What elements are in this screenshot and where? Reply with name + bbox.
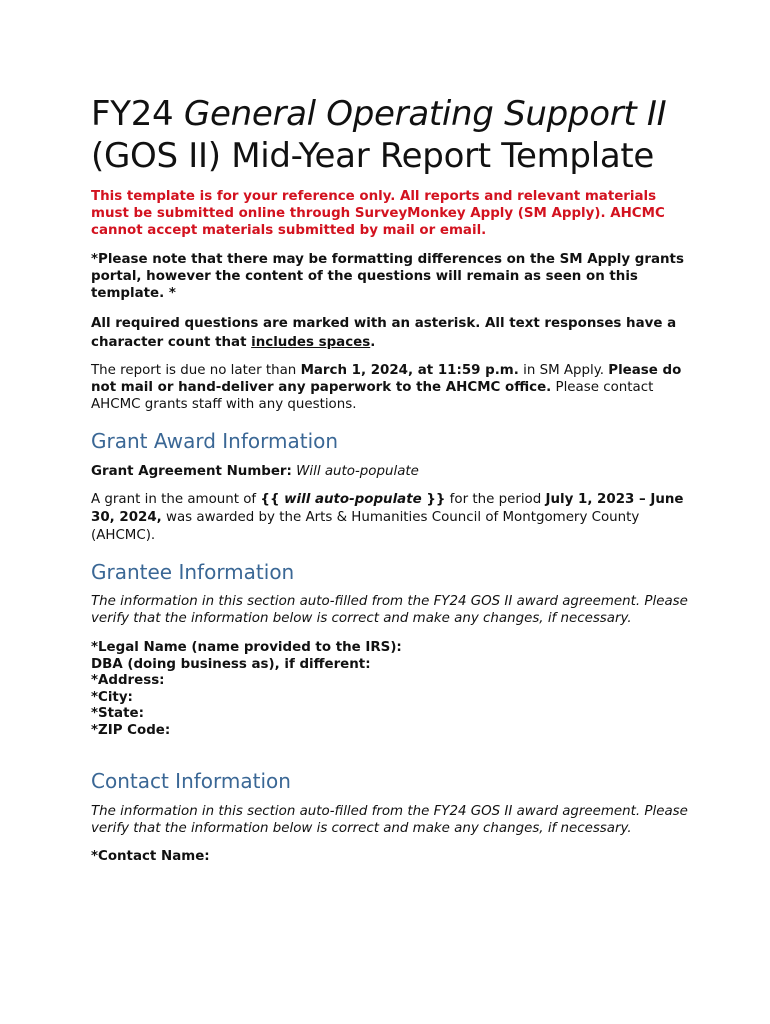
amount-part3: was awarded by the Arts & Humanities Council of Montgomery County (AHCMC).: [91, 510, 640, 543]
field-contact-name: *Contact Name:: [91, 849, 210, 864]
field-state: *State:: [91, 706, 144, 721]
amount-part2: for the period: [445, 492, 546, 507]
due-part2: in SM Apply.: [518, 363, 609, 378]
amount-close: }}: [421, 492, 446, 507]
grantee-intro: The information in this section auto-filled from the FY24 GOS II award agreement. Please verify that the information below is correct and make any changes, if necessary.: [91, 594, 688, 626]
required-note-end: .: [370, 335, 376, 350]
formatting-note: *Please note that there may be formatting differences on the SM Apply grants portal, however the content of the questions will remain as seen on this template. *: [91, 252, 684, 301]
contact-intro: The information in this section auto-filled from the FY24 GOS II award agreement. Please verify that the information below is correct and make any changes, if necessary.: [91, 804, 688, 836]
due-part3: Please contact AHCMC grants staff with any questions.: [91, 380, 654, 412]
reference-notice: This template is for your reference only. All reports and relevant materials must be submitted online through SurveyMonkey Apply (SM Apply). AHCMC cannot accept materials submitted by mail or email.: [91, 189, 665, 238]
grant-agreement-value: Will auto-populate: [291, 464, 419, 479]
field-city: *City:: [91, 689, 133, 705]
amount-open: {{: [260, 492, 285, 507]
required-note-text: All required questions are marked with an asterisk. All text responses have a character count that: [91, 316, 677, 350]
required-note: [91, 314, 691, 352]
title-prefix: FY24: [91, 94, 184, 134]
title-line2: (GOS II) Mid-Year Report Template: [91, 136, 655, 176]
field-dba: DBA (doing business as), if different:: [91, 656, 371, 672]
field-zip: *ZIP Code:: [91, 722, 171, 738]
amount-part1: A grant in the amount of: [91, 492, 261, 507]
grant-amount-statement: [91, 491, 691, 545]
required-note-underlined: includes spaces: [251, 335, 371, 350]
due-bold-warning: Please do not mail or hand-deliver any paperwork to the AHCMC office.: [91, 363, 682, 395]
grant-period: July 1, 2023 – June 30, 2024,: [91, 492, 684, 525]
amount-value: will auto-populate: [284, 492, 422, 507]
heading-grantee: Grantee Information: [91, 560, 295, 584]
contact-fields: [91, 849, 691, 866]
heading-contact: Contact Information: [91, 769, 291, 793]
due-date: March 1, 2024, at 11:59 p.m.: [300, 363, 519, 378]
due-part1: The report is due no later than: [91, 363, 301, 378]
grant-agreement-number: [91, 463, 691, 480]
due-note: [91, 362, 691, 413]
grant-agreement-label: Grant Agreement Number:: [91, 464, 292, 479]
field-legal-name: *Legal Name (name provided to the IRS):: [91, 640, 402, 655]
document-page: [91, 94, 691, 866]
document-title: [91, 94, 691, 176]
field-address: *Address:: [91, 673, 165, 688]
title-italic: General Operating Support II: [183, 94, 667, 134]
heading-grant-award: Grant Award Information: [91, 429, 339, 453]
grantee-fields: [91, 640, 691, 739]
